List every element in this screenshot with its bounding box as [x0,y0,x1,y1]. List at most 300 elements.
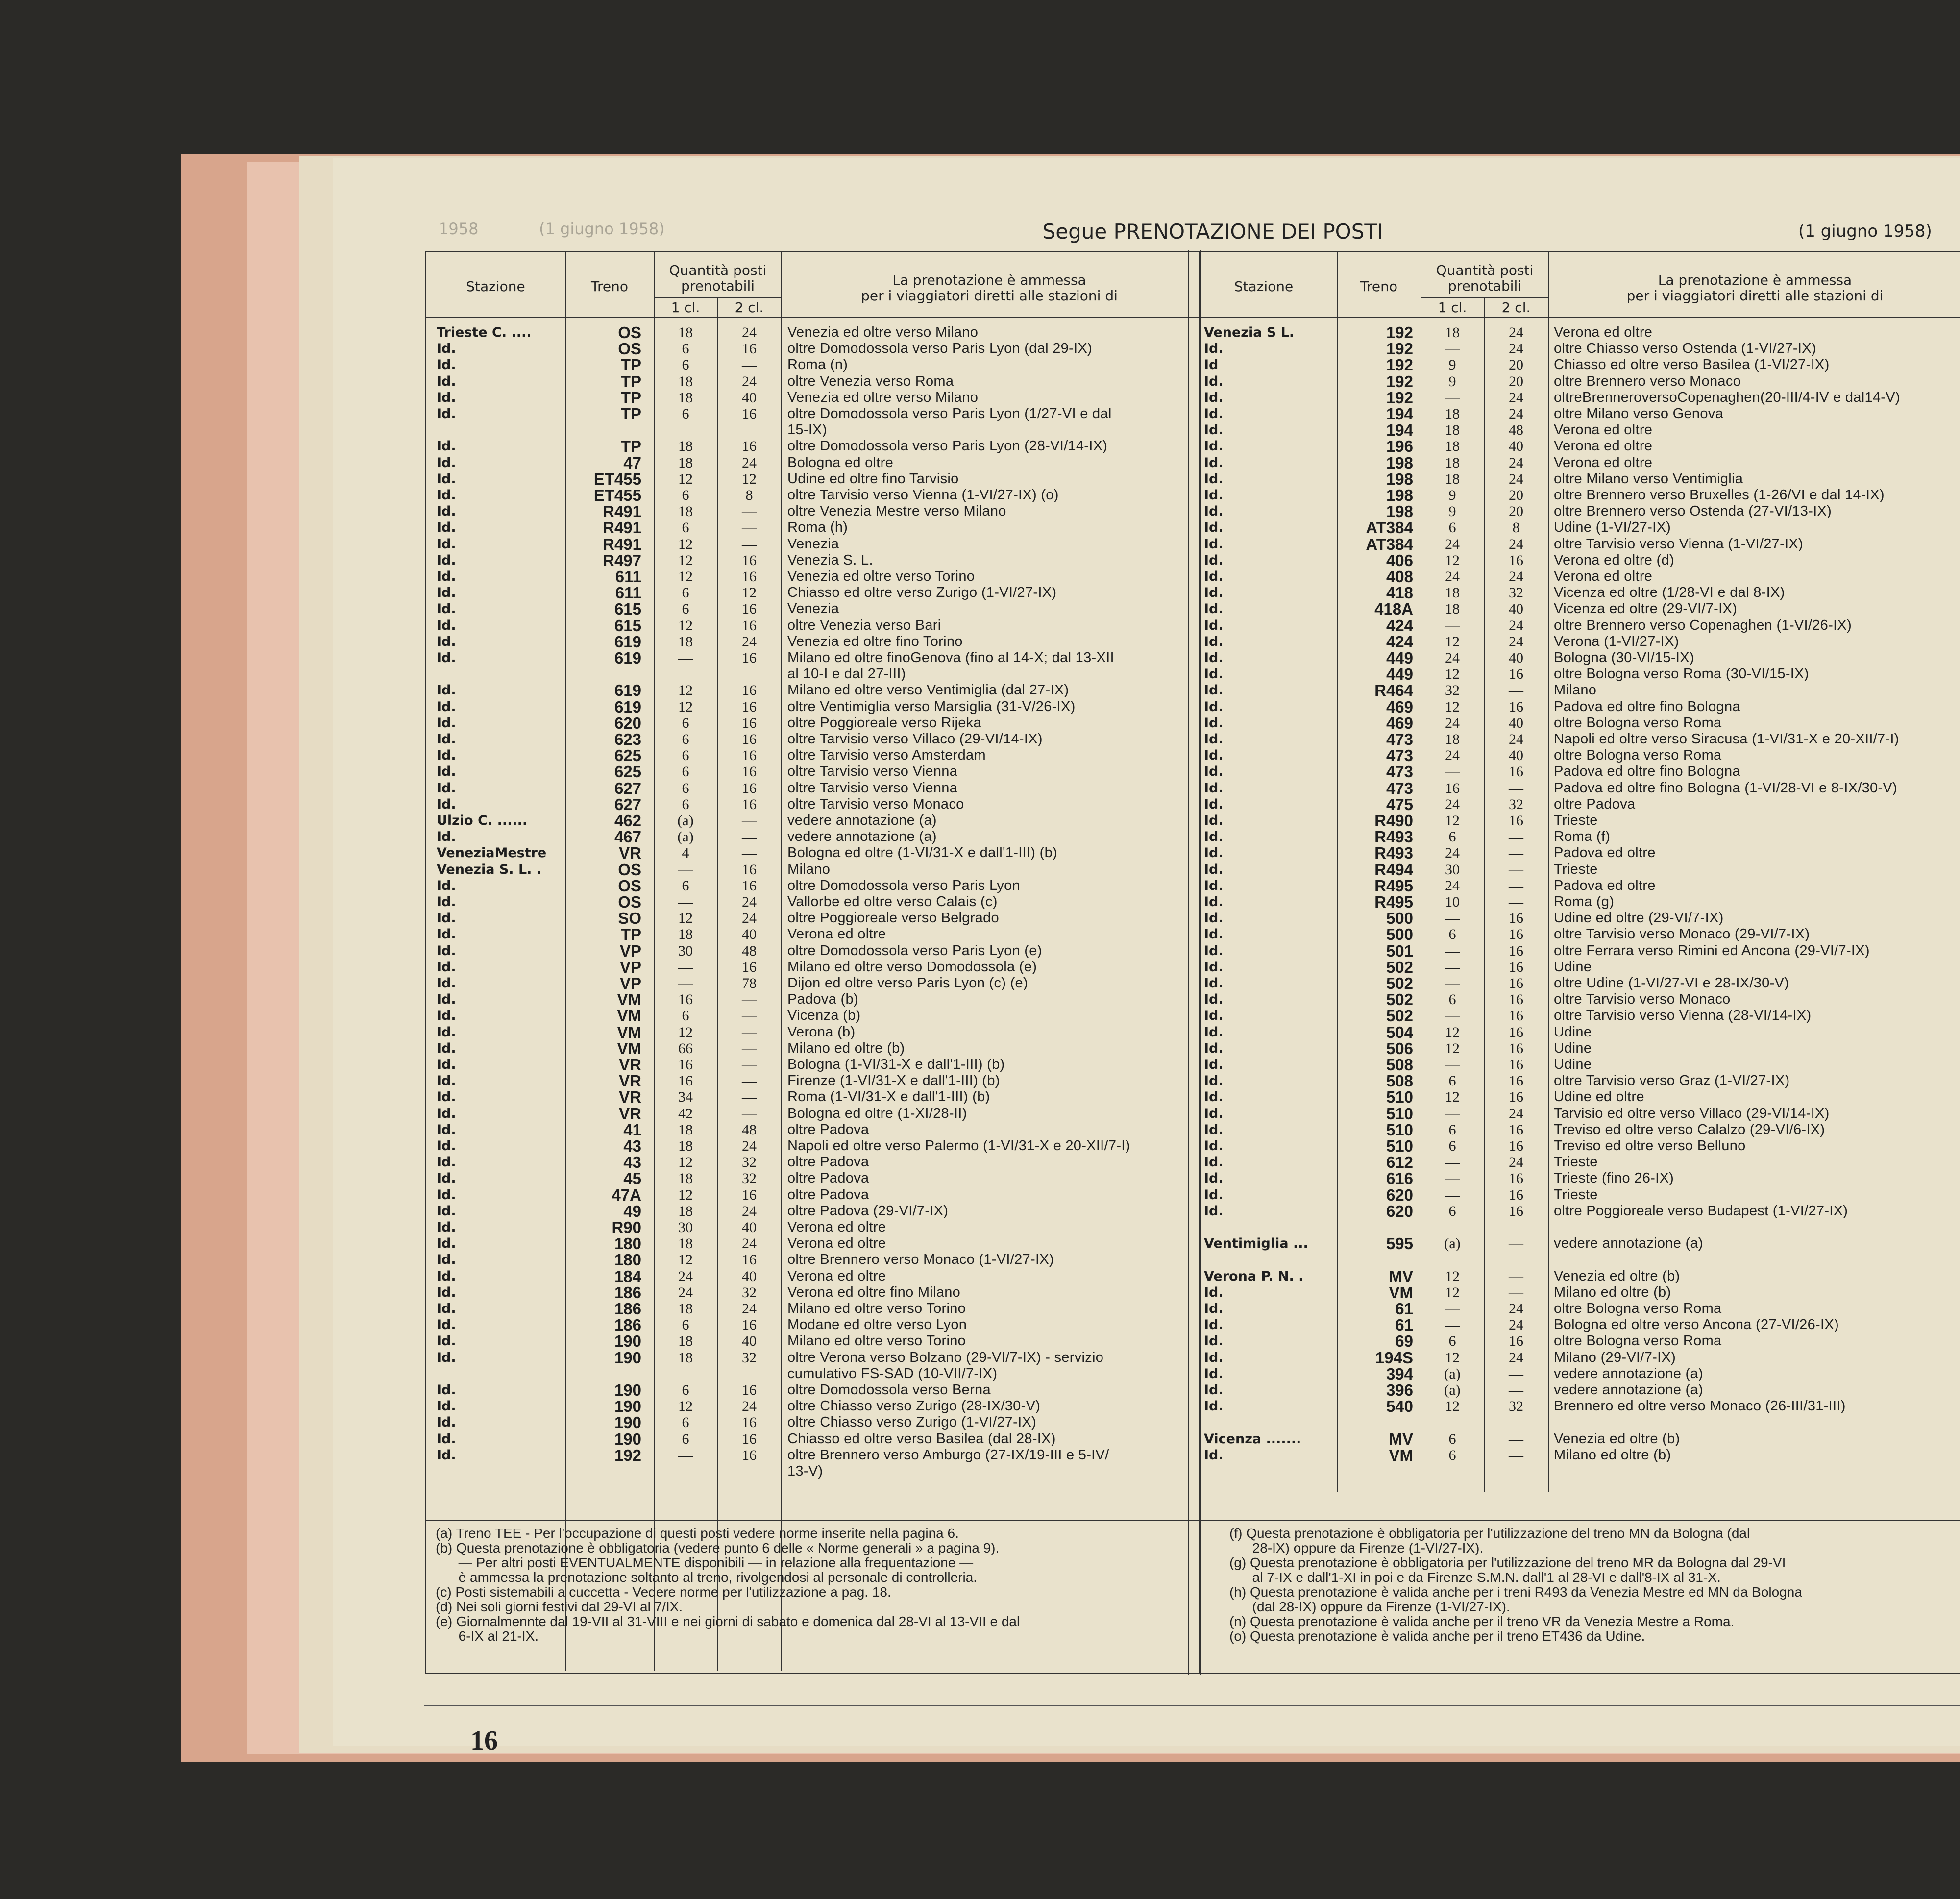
cell-posti-1cl: (a) [1444,1365,1461,1382]
cell-treno: 620 [1386,1185,1413,1204]
cell-posti-2cl: 16 [1509,1333,1523,1350]
cell-treno: SO [618,909,641,928]
cell-stazione: Id. [1204,634,1224,649]
cell-posti-2cl: 16 [1509,1089,1523,1106]
cell-destinazione: Verona ed oltre [787,1235,886,1252]
cell-posti-2cl: — [742,503,757,520]
table-row [426,715,1195,731]
bleed-through-number: 1958 [439,220,479,238]
cell-destinazione: Udine [1554,1057,1592,1072]
cell-treno: 43 [623,1137,641,1155]
cell-posti-2cl: 16 [742,698,757,715]
cell-treno: R493 [1374,844,1413,863]
cell-destinazione: oltre Chiasso verso Zurigo (1-VI/27-IX) [787,1414,1037,1430]
cell-posti-1cl: 10 [1445,894,1460,910]
cell-destinazione: Padova ed oltre [1554,877,1656,893]
cell-posti-1cl: 6 [1448,829,1456,845]
cell-stazione: Id. [437,1252,456,1268]
table-row [1190,1106,1960,1122]
cell-stazione: Id. [1204,455,1224,470]
cell-treno: 625 [614,763,641,781]
table-row [426,1382,1195,1398]
table-row [1190,878,1960,894]
cell-stazione: Id. [1204,1089,1224,1105]
cell-destinazione: Milano ed oltre finoGenova (fino al 14-X; dal 13-XII [787,650,1114,666]
cell-stazione: Id. [1204,504,1224,519]
cell-posti-1cl: 18 [1445,422,1460,439]
cell-destinazione: oltre Udine (1-VI/27-VI e 28-IX/30-V) [1554,975,1789,991]
cell-stazione: Id. [1204,894,1224,910]
cell-posti-1cl: — [1445,1186,1460,1203]
footnote: (b) Questa prenotazione è obbligatoria (vedere punto 6 delle « Norme generali » a pagina 9). [436,1540,1000,1555]
table-row [1190,1057,1960,1073]
table-row [1190,1252,1960,1268]
cell-posti-2cl: 40 [1509,715,1523,731]
cell-posti-1cl: 12 [678,552,693,568]
cell-treno: 473 [1386,730,1413,748]
cell-posti-2cl: 24 [1509,324,1523,341]
cell-treno: 504 [1386,1023,1413,1041]
cell-posti-1cl: 12 [678,1398,693,1415]
cell-posti-1cl: 18 [678,324,693,341]
cell-destinazione: oltre Verona verso Bolzano (29-VI/7-IX) - servizio [787,1349,1104,1365]
cell-posti-1cl: — [1445,975,1460,991]
cell-posti-2cl: 40 [742,1268,757,1284]
cell-treno: 449 [1386,649,1413,667]
cell-posti-1cl: 6 [682,715,689,731]
cell-posti-2cl: — [742,1105,757,1122]
cell-posti-2cl: 40 [1509,747,1523,764]
col-stazione-r: Stazione [1234,278,1294,295]
cell-stazione: Id. [1204,780,1224,796]
cell-destinazione: Bologna ed oltre [787,454,894,470]
table-row [1190,568,1960,585]
cell-stazione: Id. [1204,439,1224,454]
cell-posti-1cl: 6 [682,796,689,813]
cell-destinazione: Trieste [1554,1186,1598,1203]
table-row [1190,471,1960,487]
table-row [426,1431,1195,1447]
cell-posti-2cl: 16 [742,1414,757,1431]
cell-posti-2cl: — [1509,1430,1523,1447]
left-table [424,250,1201,1675]
cell-posti-1cl: — [1445,1317,1460,1333]
cell-stazione: Id. [1204,829,1224,845]
cell-posti-2cl: 24 [742,894,757,910]
cell-posti-1cl: 16 [678,1057,693,1073]
cell-treno: 190 [614,1430,641,1448]
cell-posti-1cl: 18 [678,454,693,471]
cell-posti-1cl: 6 [1448,1138,1456,1154]
cell-treno: 619 [614,632,641,651]
table-row [1190,715,1960,731]
cell-posti-2cl: 32 [1509,585,1523,601]
cell-posti-1cl: 16 [1445,780,1460,796]
cell-stazione: Id. [437,1431,456,1447]
cell-posti-1cl: 6 [682,487,689,503]
cell-treno: 192 [1386,372,1413,391]
cell-posti-2cl: 16 [742,568,757,585]
cell-destinazione: Verona ed oltre [787,1268,886,1284]
cell-treno: 611 [615,567,641,586]
cell-destinazione: oltre Tarvisio verso Monaco [787,796,964,812]
table-row [1190,1350,1960,1366]
cell-posti-2cl: — [742,1073,757,1089]
table-row [426,1414,1195,1430]
cell-treno: R491 [603,535,641,553]
cell-stazione: Id. [1204,1008,1224,1024]
table-row [426,1235,1195,1252]
cell-stazione: Id. [1204,1171,1224,1186]
cell-stazione: Id. [437,1268,456,1284]
cell-treno: 473 [1386,746,1413,765]
cell-stazione: Venezia S L. [1204,325,1295,340]
cell-treno: R491 [603,518,641,537]
cell-posti-2cl: — [1509,1284,1523,1301]
cell-destinazione: Udine [1554,1024,1592,1040]
cell-treno: R497 [603,551,641,569]
cell-posti-2cl: 16 [1509,552,1523,568]
table-row [1190,390,1960,406]
table-row [426,1333,1195,1349]
cell-destinazione: oltre Padova [787,1186,869,1203]
cell-posti-1cl: 12 [1445,1040,1460,1057]
cell-stazione: Id. [1204,585,1224,601]
cell-posti-2cl: 24 [1509,1301,1523,1317]
footnote: 6-IX al 21-IX. [436,1628,539,1644]
cell-treno: MV [1389,1430,1413,1448]
cell-posti-1cl: 12 [678,682,693,699]
cell-destinazione: Verona ed oltre fino Milano [787,1284,961,1300]
cell-posti-2cl: 40 [742,1219,757,1235]
cell-posti-2cl: 24 [1509,617,1523,634]
cell-destinazione: oltre Brennero verso Ostenda (27-VI/13-IX) [1554,503,1832,519]
footnote: (d) Nei soli giorni festivi dal 29-VI al 7/IX. [436,1599,683,1614]
cell-posti-2cl: 24 [1509,454,1523,471]
cell-posti-2cl: 32 [1509,796,1523,813]
cell-stazione: Id. [437,1073,456,1089]
cell-treno: VP [619,974,641,992]
cell-stazione: Id. [1204,1382,1224,1398]
table-row [426,1301,1195,1317]
cell-stazione: Id. [437,455,456,470]
table-row [426,617,1195,634]
cell-posti-1cl: 34 [678,1089,693,1106]
page-date: (1 giugno 1958) [1798,222,1932,241]
table-row [426,878,1195,894]
table-row [1190,1122,1960,1138]
cell-treno: VM [617,1023,641,1041]
table-row [426,1008,1195,1024]
table-row [1190,1382,1960,1398]
table-row [1190,1138,1960,1154]
cell-posti-2cl: 24 [742,1203,757,1219]
cell-treno: TP [620,356,641,374]
cell-stazione: Id. [1204,1122,1224,1137]
cell-stazione: Id. [1204,959,1224,975]
cell-posti-2cl: 24 [742,633,757,650]
table-row [1190,813,1960,829]
cell-destinazione: Verona ed oltre [1554,454,1653,470]
cell-stazione: Id. [1204,1350,1224,1365]
cell-destinazione: Padova ed oltre fino Bologna (1-VI/28-VI e 8-IX/30-V) [1554,780,1898,796]
cell-posti-1cl: (a) [677,829,694,845]
cell-destinazione: oltre Milano verso Ventimiglia [1554,470,1743,487]
cell-posti-2cl: 48 [742,942,757,959]
cell-destinazione: Chiasso ed oltre verso Zurigo (1-VI/27-IX) [787,585,1057,601]
cell-destinazione: vedere annotazione (a) [1554,1235,1703,1252]
table-row [1190,503,1960,519]
table-row [1190,1024,1960,1040]
cell-posti-1cl: (a) [1444,1382,1461,1398]
cell-stazione: Id. [1204,976,1224,991]
cell-posti-2cl: 16 [742,650,757,666]
cell-stazione: Id. [1204,666,1224,682]
cell-posti-1cl: 42 [678,1105,693,1122]
table-row [1190,341,1960,357]
table-row [426,829,1195,845]
cell-destinazione: Roma (f) [1554,829,1611,845]
cell-treno: 61 [1395,1300,1413,1318]
cell-destinazione: Udine ed oltre fino Tarvisio [787,470,959,487]
footnote: 28-IX) oppure da Firenze (1-VI/27-IX). [1229,1540,1484,1555]
table-row [426,1463,1195,1480]
cell-destinazione: oltre Padova [787,1154,869,1170]
cell-stazione: Id. [1204,1024,1224,1040]
cell-destinazione: 15-IX) [787,422,827,438]
table-row [1190,731,1960,747]
cell-posti-1cl: 6 [682,747,689,764]
cell-stazione: Id. [437,406,456,421]
cell-destinazione: Milano ed oltre (b) [1554,1284,1671,1300]
cell-destinazione: oltre Poggioreale verso Belgrado [787,910,999,926]
cell-treno: 619 [614,697,641,716]
table-row [1190,991,1960,1008]
cell-stazione: Id. [437,1382,456,1398]
cell-destinazione: Milano ed oltre verso Torino [787,1301,966,1316]
cell-posti-1cl: — [678,959,693,975]
table-row [426,487,1195,503]
cell-destinazione: cumulativo FS-SAD (10-VII/7-IX) [787,1365,998,1381]
cell-stazione: Id. [437,1008,456,1024]
cell-stazione: Id. [1204,715,1224,731]
cell-posti-1cl: 6 [1448,1430,1456,1447]
cell-posti-2cl: 16 [742,1252,757,1268]
cell-stazione: Id. [437,1317,456,1333]
cell-posti-2cl: 24 [1509,1349,1523,1366]
cell-destinazione: oltre Chiasso verso Zurigo (28-IX/30-V) [787,1398,1041,1414]
cell-treno: 47A [612,1185,641,1204]
table-row [426,1106,1195,1122]
cell-destinazione: Udine ed oltre (29-VI/7-IX) [1554,910,1724,926]
cell-destinazione: oltre Padova [787,1121,869,1137]
cell-treno: 45 [623,1169,641,1188]
cell-posti-2cl: 16 [1509,1121,1523,1138]
table-row [426,601,1195,617]
cell-posti-1cl: 6 [1448,1333,1456,1350]
table-row [1190,975,1960,991]
cell-stazione: Id. [437,634,456,649]
cell-destinazione: Vicenza ed oltre (29-VI/7-IX) [1554,601,1738,617]
cell-posti-1cl: 24 [1445,747,1460,764]
cell-posti-2cl: — [1509,1268,1523,1284]
cell-posti-2cl: — [742,1040,757,1057]
cell-posti-2cl: 24 [742,910,757,927]
cell-posti-2cl: 24 [1509,406,1523,422]
cell-stazione: Id. [1204,813,1224,828]
cell-posti-1cl: 18 [1445,406,1460,422]
cell-destinazione: Verona (b) [787,1024,856,1040]
cell-posti-2cl: 16 [1509,1073,1523,1089]
table-row [426,1073,1195,1089]
cell-posti-2cl: 24 [1509,389,1523,406]
cell-treno: 49 [623,1202,641,1220]
table-row [426,1203,1195,1219]
cell-posti-2cl: 16 [742,1430,757,1447]
cell-posti-1cl: 24 [1445,568,1460,585]
cell-posti-2cl: — [1509,1365,1523,1382]
cell-stazione: Id. [437,796,456,812]
cell-treno: 502 [1386,990,1413,1009]
cell-treno: OS [618,860,641,879]
cell-posti-2cl: 40 [1509,650,1523,666]
cell-posti-1cl: 6 [682,877,689,894]
table-row [426,991,1195,1008]
table-row [1190,796,1960,813]
table-row [426,975,1195,991]
table-row [1190,845,1960,861]
cell-destinazione: vedere annotazione (a) [787,813,937,828]
table-row [1190,764,1960,780]
cell-posti-2cl: — [742,991,757,1008]
notes-right [1229,1526,1802,1644]
cell-posti-1cl: 24 [1445,877,1460,894]
cell-destinazione: Roma (g) [1554,894,1615,910]
cell-posti-1cl: 18 [678,1301,693,1317]
cell-destinazione: oltre Tarvisio verso Vienna (28-VI/14-IX) [1554,1008,1812,1024]
cell-treno: 612 [1386,1153,1413,1172]
cell-posti-1cl: 18 [678,1121,693,1138]
table-row [426,1024,1195,1040]
table-row [1190,373,1960,390]
table-row [1190,455,1960,471]
cell-treno: 449 [1386,665,1413,684]
table-row [426,552,1195,568]
cell-treno: OS [618,893,641,911]
table-row [1190,422,1960,438]
cell-stazione: Id. [437,894,456,910]
cell-treno: 192 [614,1446,641,1464]
table-row [426,764,1195,780]
table-row [1190,519,1960,536]
table-row [426,519,1195,536]
cell-posti-1cl: 6 [682,1430,689,1447]
cell-posti-2cl: 12 [742,470,757,487]
cell-stazione: VeneziaMestre [437,845,547,861]
cell-stazione: Id. [1204,1106,1224,1121]
cell-posti-1cl: 6 [682,585,689,601]
cell-posti-1cl: 16 [678,1073,693,1089]
cell-destinazione: oltre Poggioreale verso Budapest (1-VI/27-IX) [1554,1203,1848,1219]
cell-posti-1cl: 24 [1445,845,1460,862]
table-row [426,341,1195,357]
cell-posti-1cl: 6 [682,1317,689,1333]
cell-treno: 394 [1386,1364,1413,1383]
table-row [1190,1040,1960,1057]
cell-posti-2cl: 24 [1509,536,1523,552]
table-row [426,634,1195,650]
cell-stazione: Id. [1204,878,1224,893]
table-row [426,1284,1195,1301]
cell-posti-2cl: 24 [1509,1105,1523,1122]
cell-posti-1cl: 18 [678,1170,693,1187]
cell-posti-2cl: — [1509,845,1523,862]
cell-posti-1cl: 4 [682,845,689,862]
cell-treno: 506 [1386,1039,1413,1058]
cell-stazione: Id. [437,829,456,845]
cell-treno: 462 [614,812,641,830]
cell-treno: 627 [614,795,641,814]
cell-stazione: Id. [1204,1301,1224,1316]
table-row [1190,1154,1960,1170]
cell-posti-1cl: 18 [678,1203,693,1219]
cell-treno: TP [620,437,641,456]
cell-destinazione: oltre Padova (29-VI/7-IX) [787,1203,949,1219]
cell-stazione: Verona P. N. . [1204,1268,1304,1284]
cell-stazione: Id. [1204,601,1224,617]
cell-posti-2cl: 16 [742,877,757,894]
cell-treno: R90 [612,1218,641,1236]
cell-destinazione: oltre Poggioreale verso Rijeka [787,715,981,731]
cell-destinazione: oltre Domodossola verso Paris Lyon (e) [787,942,1042,959]
cell-stazione: Id. [1204,536,1224,552]
cell-posti-1cl: 6 [682,1414,689,1431]
cell-destinazione: vedere annotazione (a) [1554,1365,1703,1381]
cell-treno: 406 [1386,551,1413,569]
cell-stazione: Id. [1204,1057,1224,1072]
cell-posti-2cl: 32 [742,1349,757,1366]
cell-posti-2cl: — [1509,861,1523,878]
cell-destinazione: oltre Brennero verso Monaco [1554,373,1741,389]
cell-posti-2cl: 16 [742,438,757,455]
cell-destinazione: Milano ed oltre verso Torino [787,1333,966,1349]
cell-posti-2cl: 24 [742,373,757,390]
cell-posti-2cl: 16 [1509,1203,1523,1219]
cell-treno: 508 [1386,1056,1413,1074]
table-row [1190,1008,1960,1024]
cell-destinazione: Verona ed oltre [1554,422,1653,438]
cell-posti-2cl: — [742,1057,757,1073]
cell-posti-1cl: 18 [678,926,693,943]
cell-treno: R494 [1374,860,1413,879]
table-row [1190,438,1960,454]
cell-treno: OS [618,876,641,895]
cell-stazione: Id. [437,1138,456,1154]
footnote: (e) Giornalmennte dal 19-VII al 31-VIII e nei giorni di sabato e domenica dal 28-VI al 13-VII e dal [436,1614,1020,1629]
cell-treno: 424 [1386,632,1413,651]
cell-stazione: Id. [1204,796,1224,812]
cell-posti-1cl: 6 [682,406,689,422]
cell-destinazione: Udine ed oltre [1554,1089,1644,1105]
cell-treno: 196 [1386,437,1413,456]
cell-stazione: Venezia S. L. . [437,862,542,877]
cell-destinazione: Milano ed oltre verso Ventimiglia (dal 27-IX) [787,682,1069,698]
cell-stazione: Id. [437,1057,456,1072]
cell-treno: R493 [1374,828,1413,846]
cell-destinazione: oltreBrenneroversoCopenaghen(20-III/4-IV e dal14-V) [1554,389,1900,405]
cell-posti-2cl: — [742,357,757,373]
cell-posti-2cl: 32 [742,1284,757,1301]
